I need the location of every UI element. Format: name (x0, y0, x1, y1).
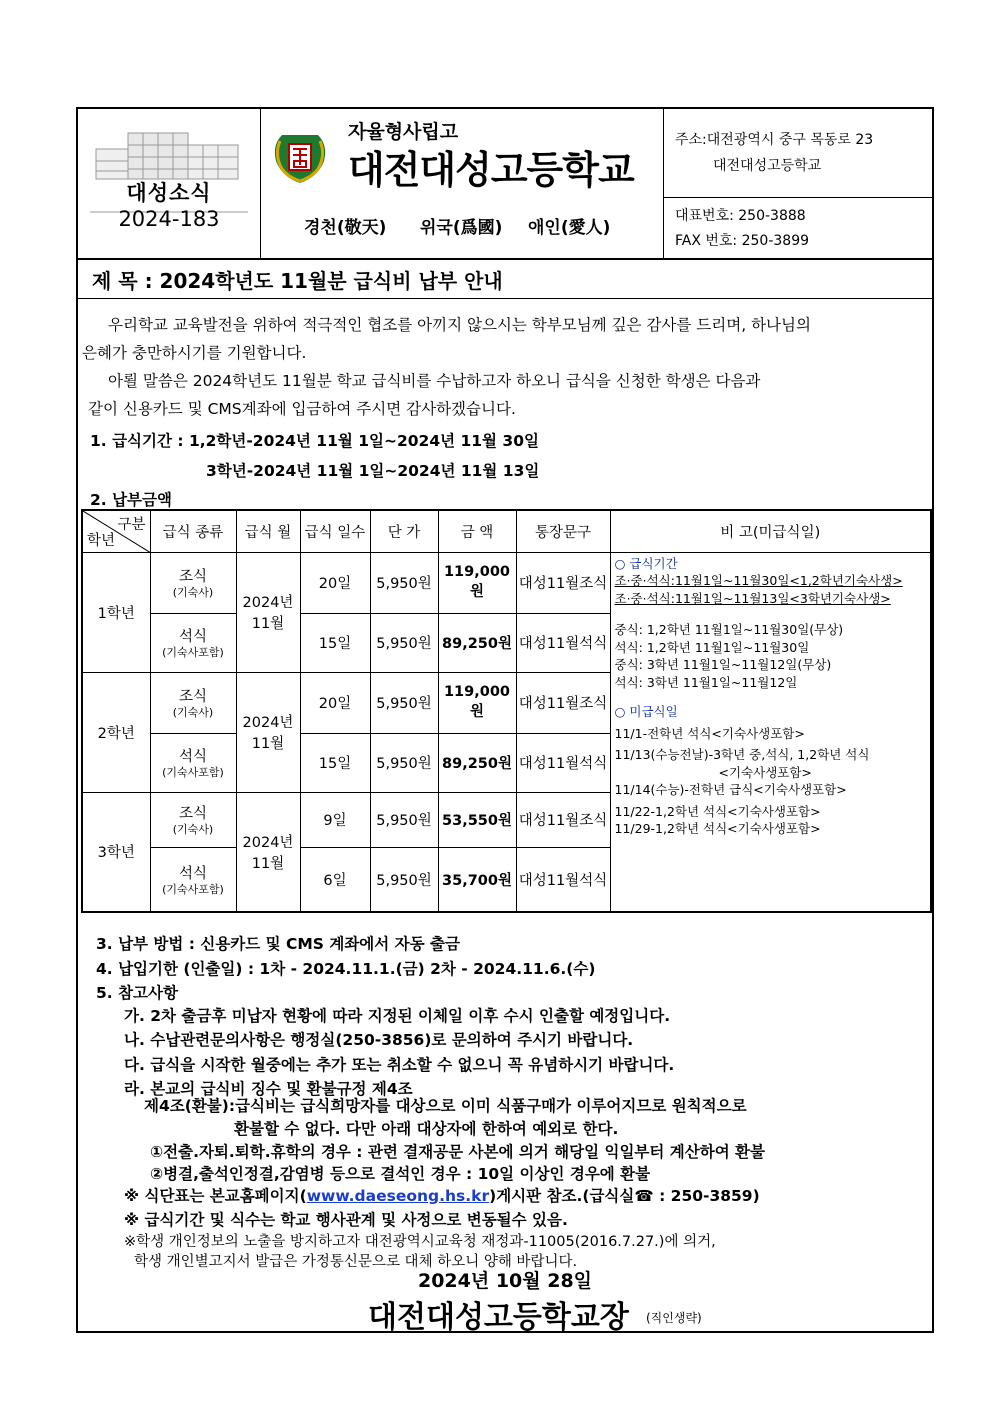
meal-type: 석식 (178, 629, 207, 645)
memo-cell: 대성11월조식 (516, 792, 610, 847)
period-line-2: 조·중·석식:11월1일~11월13일<3학년기숙사생> (614, 590, 891, 606)
school-identity (260, 109, 664, 258)
col-header-remarks: 비 고(미급식일) (610, 510, 931, 552)
remark-line-2: 석식: 1,2학년 11월1일~11월30일 (614, 639, 810, 655)
col-header-month: 급식 월 (236, 510, 300, 552)
days-cell: 20일 (300, 552, 370, 613)
issue-date: 2024년 10월 28일 (417, 1270, 593, 1292)
note-da: 다. 급식을 시작한 월중에는 추가 또는 취소할 수 없으니 꼭 유념하시기 바랍니다. (124, 1056, 675, 1074)
memo-cell: 대성11월조식 (516, 552, 610, 613)
contact-box (663, 109, 932, 258)
no-meal-heading: ○ 미급식일 (614, 704, 678, 719)
note-na: 나. 수납관련문의사항은 행정실(250-3856)로 문의하여 주시기 바랍니다. (124, 1031, 634, 1049)
unit-cell: 5,950원 (370, 847, 438, 912)
meal-type-cell (150, 733, 236, 792)
meal-type-sub: (기숙사포함) (162, 646, 224, 659)
no-meal-line-2: 11/13(수능전날)-3학년 중,석식, 1,2학년 석식 (614, 747, 870, 762)
no-meal-line-1: 11/1-전학년 석식<기숙사생포함> (614, 725, 805, 741)
motto-1: 경천(敬天) (304, 218, 387, 238)
table-row (82, 552, 931, 613)
meal-type: 조식 (178, 806, 207, 822)
amount-cell: 89,250원 (438, 733, 516, 792)
intro-line-1: 우리학교 교육발전을 위하여 적극적인 협조를 아끼지 않으시는 학부모님께 깊은 감사를 드리며, 하나님의 (108, 316, 811, 334)
col-header-unit: 단 가 (370, 510, 438, 552)
newsletter-name: 대성소식 (126, 181, 212, 205)
remark-line-3: 중식: 3학년 11월1일~11월12일(무상) (614, 657, 832, 672)
meal-period-line-2: 3학년-2024년 11월 1일~2024년 11월 13일 (206, 462, 540, 480)
meal-type-sub: (기숙사포함) (162, 766, 224, 779)
corner-bottom-label: 학년 (87, 532, 116, 549)
memo-cell: 대성11월석식 (516, 613, 610, 672)
refund-article-line-1: 제4조(환불):급식비는 급식희망자를 대상으로 이미 식품구매가 이루어지므로 원칙적으로 (144, 1097, 747, 1115)
fee-table (81, 509, 932, 913)
principal-name: 대전대성고등학교장 (368, 1300, 629, 1335)
notes-heading: 5. 참고사항 (96, 984, 178, 1002)
no-meal-line-4: 11/22-1,2학년 석식<기숙사생포함> (614, 803, 821, 819)
remark-line-4: 석식: 3학년 11월1일~11월12일 (614, 674, 798, 690)
meal-type: 조식 (178, 689, 207, 705)
phone-number: 대표번호: 250-3888 (675, 208, 806, 224)
address-box (663, 109, 932, 198)
homepage-link[interactable]: www.daeseong.hs.kr (306, 1187, 490, 1205)
refund-case-2: ②병결,출석인정결,감염병 등으로 결석인 경우 : 10일 이상인 경우에 환불 (150, 1165, 651, 1183)
refund-article-line-2: 환불할 수 없다. 다만 아래 대상자에 한하여 예외로 한다. (234, 1120, 619, 1138)
meal-type-sub: (기숙사) (172, 706, 214, 719)
payment-amount-heading: 2. 납부금액 (90, 491, 172, 509)
motto-3: 애인(愛人) (528, 218, 611, 238)
address-line-1: 주소:대전광역시 중구 목동로 23 (675, 132, 874, 148)
amount-cell: 35,700원 (438, 847, 516, 912)
days-cell: 15일 (300, 613, 370, 672)
grade-cell: 3학년 (82, 792, 150, 912)
col-header-amount: 금 액 (438, 510, 516, 552)
school-emblem-icon (270, 131, 330, 185)
payment-method: 3. 납부 방법 : 신용카드 및 CMS 계좌에서 자동 출금 (96, 935, 460, 953)
days-cell: 15일 (300, 733, 370, 792)
memo-cell: 대성11월석식 (516, 733, 610, 792)
month-cell: 2024년 11월 (236, 552, 300, 672)
refund-case-1: ①전출.자퇴.퇴학.휴학의 경우 : 관련 결재공문 사본에 의거 해당일 익일부터 계산하여 환불 (150, 1143, 766, 1161)
intro-line-4: 같이 신용카드 및 CMS계좌에 입금하여 주시면 감사하겠습니다. (88, 400, 516, 418)
document-title: 제 목 : 2024학년도 11월분 급식비 납부 안내 (92, 269, 503, 293)
menu-note-prefix: ※ 식단표는 본교홈페이지( (124, 1187, 307, 1205)
school-name: 대전대성고등학교 (348, 148, 634, 192)
fax-number: FAX 번호: 250-3899 (675, 233, 810, 249)
note-ra: 라. 본교의 급식비 징수 및 환불규정 제4조 (124, 1080, 413, 1098)
days-cell: 9일 (300, 792, 370, 847)
meal-type: 석식 (178, 865, 207, 882)
month-cell: 2024년 11월 (236, 672, 300, 792)
no-meal-line-3: 11/14(수능)-전학년 급식<기숙사생포함> (614, 782, 847, 797)
note-ga: 가. 2차 출금후 미납자 현황에 따라 지정된 이체일 이후 수시 인출할 예정입니다. (124, 1007, 671, 1025)
meal-period-line-1: 1. 급식기간 : 1,2학년-2024년 11월 1일~2024년 11월 30일 (90, 432, 539, 450)
days-cell: 6일 (300, 847, 370, 912)
amount-cell: 119,000원 (438, 552, 516, 613)
unit-cell: 5,950원 (370, 552, 438, 613)
motto-2: 위국(爲國) (420, 218, 503, 238)
remark-line-1: 중식: 1,2학년 11월1일~11월30일(무상) (614, 622, 844, 637)
memo-cell: 대성11월석식 (516, 847, 610, 912)
grade-cell: 2학년 (82, 672, 150, 792)
meal-type: 석식 (178, 749, 207, 765)
meal-type-sub: (기숙사포함) (162, 882, 224, 896)
intro-line-2: 은혜가 충만하시기를 기원합니다. (82, 344, 307, 362)
unit-cell: 5,950원 (370, 672, 438, 733)
corner-top-label: 구분 (117, 517, 146, 533)
payment-deadline: 4. 납입기한 (인출일) : 1차 - 2024.11.1.(금) 2차 - 2024.11.6.(수) (96, 960, 596, 978)
privacy-note-1: ※학생 개인정보의 노출을 방지하고자 대전광역시교육청 재정과-11005(2016.7.27.)에 의거, (124, 1234, 716, 1250)
col-header-days: 급식 일수 (300, 510, 370, 552)
school-type: 자율형사립고 (348, 121, 459, 143)
memo-cell: 대성11월조식 (516, 672, 610, 733)
intro-line-3: 아뢸 말씀은 2024학년도 11월분 학교 급식비를 수납하고자 하오니 급식을 신청한 학생은 다음과 (108, 372, 761, 390)
meal-type-sub: (기숙사) (172, 586, 214, 599)
meal-type-cell (150, 552, 236, 613)
amount-cell: 53,550원 (438, 792, 516, 847)
change-note: ※ 급식기간 및 식수는 학교 행사관계 및 사정으로 변동될수 있음. (124, 1211, 568, 1229)
no-meal-line-2b: <기숙사생포함> (718, 764, 812, 780)
meal-type-cell (150, 613, 236, 672)
meal-type-cell (150, 672, 236, 733)
letterhead (78, 109, 932, 260)
amount-cell: 89,250원 (438, 613, 516, 672)
period-line-1: 조·중·석식:11월1일~11월30일<1,2학년기숙사생> (614, 573, 903, 588)
amount-cell: 119,000원 (438, 672, 516, 733)
no-meal-line-5: 11/29-1,2학년 석식<기숙사생포함> (614, 821, 821, 836)
remarks-cell (610, 552, 931, 912)
newsletter-number: 2024-183 (118, 207, 220, 231)
menu-note (124, 1184, 760, 1206)
address-line-2: 대전대성고등학교 (713, 158, 822, 174)
meal-type-sub: (기숙사) (172, 823, 214, 836)
month-cell: 2024년 11월 (236, 792, 300, 912)
privacy-note-2: 학생 개인별고지서 발급은 가정통신문으로 대체 하오니 양해 바랍니다. (134, 1254, 578, 1270)
unit-cell: 5,950원 (370, 792, 438, 847)
meal-type-cell (150, 792, 236, 847)
unit-cell: 5,950원 (370, 613, 438, 672)
corner-cell (82, 510, 150, 552)
meal-type: 조식 (178, 569, 207, 585)
newsletter-box (78, 109, 261, 258)
col-header-memo: 통장문구 (516, 510, 610, 552)
col-header-meal-type: 급식 종류 (150, 510, 236, 552)
title-bar (78, 258, 932, 299)
seal-omitted-note: (직인생략) (646, 1311, 702, 1325)
meal-type-cell (150, 847, 236, 912)
grade-cell: 1학년 (82, 552, 150, 672)
document-page (76, 107, 934, 1333)
unit-cell: 5,950원 (370, 733, 438, 792)
days-cell: 20일 (300, 672, 370, 733)
table-header-row (82, 510, 931, 552)
period-heading: ○ 급식기간 (614, 555, 678, 571)
menu-note-suffix: )게시판 참조.(급식실☎ : 250-3859) (489, 1187, 760, 1205)
